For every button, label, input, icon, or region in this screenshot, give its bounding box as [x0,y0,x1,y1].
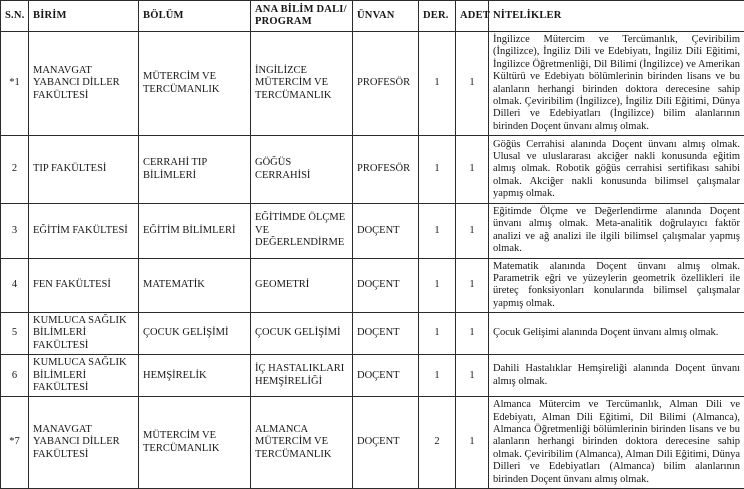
cell-unvan: DOÇENT [353,355,419,397]
table-row [1,136,744,204]
table-body [1,32,744,489]
table-header-row [1,1,744,32]
cell-nitelikler: Almanca Mütercim ve Tercümanlık, Alman Dili ve Edebiyatı, Alman Dili Eğitimi, Dil Bilimi (Almanca), Almanca Öğretmenliği bölümlerinin birinden lisans ve bu alanların herhangi birinden doktora derecesine sahip olmak. Çeviribilim (Almanca), Alman Dili Eğitimi, Dünya Dilleri ve Edebiyatları (Almanca) bilim alanlarının birinden Doçent ünvanı almış olmak. [489,397,744,489]
cell-birim: MANAVGAT YABANCI DİLLER FAKÜLTESİ [29,397,139,489]
column-header-adet: ADET [456,1,489,32]
cell-anabilim: ÇOCUK GELİŞİMİ [251,313,353,355]
cell-birim: EĞİTİM FAKÜLTESİ [29,204,139,259]
cell-birim: KUMLUCA SAĞLIK BİLİMLERİ FAKÜLTESİ [29,313,139,355]
cell-birim: FEN FAKÜLTESİ [29,258,139,313]
cell-sn: 3 [1,204,29,259]
cell-unvan: PROFESÖR [353,32,419,136]
column-header-nitelikler: NİTELİKLER [489,1,744,32]
cell-derece: 1 [419,355,456,397]
cell-bolum: MATEMATİK [139,258,251,313]
cell-sn: 5 [1,313,29,355]
cell-anabilim: EĞİTİMDE ÖLÇME VE DEĞERLENDİRME [251,204,353,259]
cell-unvan: PROFESÖR [353,136,419,204]
cell-derece: 1 [419,204,456,259]
cell-anabilim: GEOMETRİ [251,258,353,313]
cell-nitelikler: Dahili Hastalıklar Hemşireliği alanında Doçent ünvanı almış olmak. [489,355,744,397]
cell-sn: *1 [1,32,29,136]
column-header-derece: DER. [419,1,456,32]
cell-derece: 1 [419,32,456,136]
table-row [1,355,744,397]
column-header-sn: S.N. [1,1,29,32]
column-header-anabilim-dali-program: ANA BİLİM DALI/ PROGRAM [251,1,353,32]
cell-birim: MANAVGAT YABANCI DİLLER FAKÜLTESİ [29,32,139,136]
table-row [1,258,744,313]
cell-adet: 1 [456,32,489,136]
cell-anabilim: GÖĞÜS CERRAHİSİ [251,136,353,204]
cell-nitelikler: Matematik alanında Doçent ünvanı almış olmak. Parametrik eğri ve yüzeylerin geometrik özellikleri ile üreteç fonksiyonları konularında bilimsel çalışmalar yapmış olmak. [489,258,744,313]
cell-adet: 1 [456,204,489,259]
cell-anabilim: ALMANCA MÜTERCİM VE TERCÜMANLIK [251,397,353,489]
cell-unvan: DOÇENT [353,258,419,313]
cell-adet: 1 [456,136,489,204]
column-header-unvan: ÜNVAN [353,1,419,32]
cell-bolum: CERRAHİ TIP BİLİMLERİ [139,136,251,204]
cell-bolum: HEMŞİRELİK [139,355,251,397]
cell-unvan: DOÇENT [353,313,419,355]
cell-bolum: MÜTERCİM VE TERCÜMANLIK [139,397,251,489]
cell-sn: 2 [1,136,29,204]
cell-sn: *7 [1,397,29,489]
cell-bolum: EĞİTİM BİLİMLERİ [139,204,251,259]
cell-birim: KUMLUCA SAĞLIK BİLİMLERİ FAKÜLTESİ [29,355,139,397]
column-header-bolum: BÖLÜM [139,1,251,32]
cell-anabilim: İÇ HASTALIKLARI HEMŞİRELİĞİ [251,355,353,397]
cell-derece: 1 [419,136,456,204]
cell-birim: TIP FAKÜLTESİ [29,136,139,204]
cell-adet: 1 [456,397,489,489]
cell-adet: 1 [456,313,489,355]
cell-bolum: ÇOCUK GELİŞİMİ [139,313,251,355]
cell-derece: 1 [419,313,456,355]
table-row [1,204,744,259]
cell-sn: 4 [1,258,29,313]
table-row [1,313,744,355]
cell-unvan: DOÇENT [353,204,419,259]
cell-adet: 1 [456,258,489,313]
cell-bolum: MÜTERCİM VE TERCÜMANLIK [139,32,251,136]
cell-nitelikler: Çocuk Gelişimi alanında Doçent ünvanı almış olmak. [489,313,744,355]
cell-derece: 1 [419,258,456,313]
cell-derece: 2 [419,397,456,489]
cell-nitelikler: Eğitimde Ölçme ve Değerlendirme alanında Doçent ünvanı almış olmak. Meta-analitik doğrulayıcı faktör analizi ve ağ analizi ile ilgili bilimsel çalışmalar yapmış olmak. [489,204,744,259]
cell-sn: 6 [1,355,29,397]
table-row [1,397,744,489]
column-header-birim: BİRİM [29,1,139,32]
cell-anabilim: İNGİLİZCE MÜTERCİM VE TERCÜMANLIK [251,32,353,136]
table-header [1,1,744,32]
cell-nitelikler: Göğüs Cerrahisi alanında Doçent ünvanı almış olmak. Ulusal ve uluslararası akciğer nakli konusunda eğitim almış olmak. Robotik göğüs cerrahisi sertifikası sahibi olmak. Akciğer nakli konusunda bilimsel çalışmalar yapmış olmak. [489,136,744,204]
table-row [1,32,744,136]
cell-nitelikler: İngilizce Mütercim ve Tercümanlık, Çeviribilim (İngilizce), İngiliz Dili ve Edebiyatı, İngiliz Dili Eğitimi, İngilizce Öğretmenliği, Dil Bilimi (İngilizce) ve Amerikan Kültürü ve Edebiyatı bölümlerinin birinden lisans ve bu alanların herhangi birinden doktora derecesine sahip olmak. Çeviribilim (İngilizce), İngiliz Dili Eğitimi, Dünya Dilleri ve Edebiyatları (İngilizce) bilim alanlarının birinden Doçent ünvanı almış olmak. [489,32,744,136]
cell-unvan: DOÇENT [353,397,419,489]
cell-adet: 1 [456,355,489,397]
